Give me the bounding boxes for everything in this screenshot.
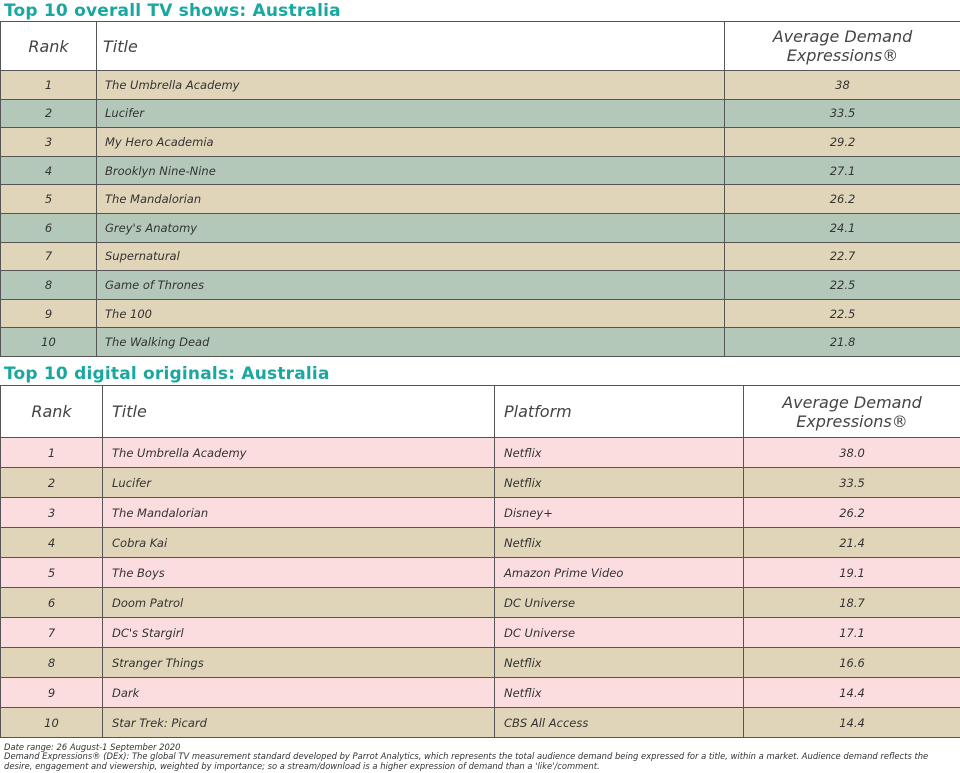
rank-cell: 9 bbox=[1, 299, 97, 328]
demand-cell: 33.5 bbox=[744, 468, 960, 498]
title-cell: Cobra Kai bbox=[103, 528, 495, 558]
table-row bbox=[1, 185, 960, 214]
table-row bbox=[1, 648, 960, 678]
rank-cell: 6 bbox=[1, 588, 103, 618]
title-cell: Stranger Things bbox=[103, 648, 495, 678]
demand-cell: 26.2 bbox=[725, 185, 960, 214]
demand-cell: 24.1 bbox=[725, 213, 960, 242]
dex-definition-note: Demand Expressions® (DEx): The global TV measurement standard developed by Parrot Analytics, which represents the total audience demand being expressed for a title, within a market. Audience demand reflects the desire, engagement and viewership, weighted by importance; so a stream/download is a higher expression of demand than a 'like'/comment. bbox=[4, 751, 929, 771]
table-row bbox=[1, 468, 960, 498]
header-rank: Rank bbox=[1, 22, 97, 71]
title-cell: DC's Stargirl bbox=[103, 618, 495, 648]
table-row bbox=[1, 708, 960, 738]
platform-cell: Netflix bbox=[495, 678, 744, 708]
demand-cell: 14.4 bbox=[744, 678, 960, 708]
demand-cell: 26.2 bbox=[744, 498, 960, 528]
title-cell: The Walking Dead bbox=[97, 328, 725, 357]
table-row bbox=[1, 498, 960, 528]
demand-cell: 33.5 bbox=[725, 99, 960, 128]
platform-cell: DC Universe bbox=[495, 618, 744, 648]
demand-cell: 19.1 bbox=[744, 558, 960, 588]
table-row bbox=[1, 128, 960, 157]
title-cell: Lucifer bbox=[103, 468, 495, 498]
footnote bbox=[4, 743, 954, 771]
rank-cell: 7 bbox=[1, 618, 103, 648]
header-title: Title bbox=[97, 22, 725, 71]
demand-cell: 16.6 bbox=[744, 648, 960, 678]
table-row bbox=[1, 299, 960, 328]
demand-cell: 21.8 bbox=[725, 328, 960, 357]
rank-cell: 3 bbox=[1, 498, 103, 528]
demand-cell: 22.5 bbox=[725, 271, 960, 300]
title-cell: Brooklyn Nine-Nine bbox=[97, 156, 725, 185]
rank-cell: 1 bbox=[1, 71, 97, 100]
title-cell: The Mandalorian bbox=[103, 498, 495, 528]
rank-cell: 2 bbox=[1, 468, 103, 498]
demand-cell: 18.7 bbox=[744, 588, 960, 618]
title-cell: The Umbrella Academy bbox=[97, 71, 725, 100]
title-cell: Dark bbox=[103, 678, 495, 708]
title-cell: My Hero Academia bbox=[97, 128, 725, 157]
rank-cell: 5 bbox=[1, 558, 103, 588]
table-row bbox=[1, 528, 960, 558]
title-cell: Star Trek: Picard bbox=[103, 708, 495, 738]
header-rank: Rank bbox=[1, 386, 103, 438]
demand-cell: 21.4 bbox=[744, 528, 960, 558]
table-header-row bbox=[1, 22, 960, 71]
rank-cell: 10 bbox=[1, 328, 97, 357]
table-row bbox=[1, 438, 960, 468]
platform-cell: CBS All Access bbox=[495, 708, 744, 738]
table-row bbox=[1, 213, 960, 242]
platform-cell: DC Universe bbox=[495, 588, 744, 618]
table-row bbox=[1, 328, 960, 357]
rank-cell: 8 bbox=[1, 648, 103, 678]
rank-cell: 8 bbox=[1, 271, 97, 300]
demand-cell: 14.4 bbox=[744, 708, 960, 738]
table-row bbox=[1, 678, 960, 708]
platform-cell: Netflix bbox=[495, 528, 744, 558]
table-row bbox=[1, 271, 960, 300]
header-platform: Platform bbox=[495, 386, 744, 438]
title-cell: The Boys bbox=[103, 558, 495, 588]
demand-cell: 17.1 bbox=[744, 618, 960, 648]
demand-cell: 22.7 bbox=[725, 242, 960, 271]
header-demand: Average Demand Expressions® bbox=[744, 386, 960, 438]
title-cell: Game of Thrones bbox=[97, 271, 725, 300]
title-cell: Supernatural bbox=[97, 242, 725, 271]
table-row bbox=[1, 618, 960, 648]
table-row bbox=[1, 588, 960, 618]
top-tv-shows-table bbox=[0, 21, 960, 357]
rank-cell: 5 bbox=[1, 185, 97, 214]
rank-cell: 1 bbox=[1, 438, 103, 468]
table-row bbox=[1, 71, 960, 100]
title-cell: The Umbrella Academy bbox=[103, 438, 495, 468]
demand-cell: 22.5 bbox=[725, 299, 960, 328]
date-range-note: Date range: 26 August-1 September 2020 bbox=[4, 742, 181, 752]
demand-cell: 38.0 bbox=[744, 438, 960, 468]
table-row bbox=[1, 558, 960, 588]
digital-originals-table bbox=[0, 385, 960, 738]
rank-cell: 10 bbox=[1, 708, 103, 738]
table-row bbox=[1, 99, 960, 128]
demand-cell: 38 bbox=[725, 71, 960, 100]
title-cell: The 100 bbox=[97, 299, 725, 328]
title-cell: Grey's Anatomy bbox=[97, 213, 725, 242]
rank-cell: 4 bbox=[1, 156, 97, 185]
table-row bbox=[1, 242, 960, 271]
platform-cell: Netflix bbox=[495, 648, 744, 678]
table-row bbox=[1, 156, 960, 185]
platform-cell: Disney+ bbox=[495, 498, 744, 528]
header-title: Title bbox=[103, 386, 495, 438]
rank-cell: 7 bbox=[1, 242, 97, 271]
header-demand: Average Demand Expressions® bbox=[725, 22, 960, 71]
rank-cell: 3 bbox=[1, 128, 97, 157]
platform-cell: Amazon Prime Video bbox=[495, 558, 744, 588]
rank-cell: 6 bbox=[1, 213, 97, 242]
demand-cell: 29.2 bbox=[725, 128, 960, 157]
table2-heading: Top 10 digital originals: Australia bbox=[4, 364, 330, 384]
platform-cell: Netflix bbox=[495, 468, 744, 498]
title-cell: Lucifer bbox=[97, 99, 725, 128]
table-header-row bbox=[1, 386, 960, 438]
title-cell: The Mandalorian bbox=[97, 185, 725, 214]
title-cell: Doom Patrol bbox=[103, 588, 495, 618]
rank-cell: 9 bbox=[1, 678, 103, 708]
platform-cell: Netflix bbox=[495, 438, 744, 468]
rank-cell: 4 bbox=[1, 528, 103, 558]
rank-cell: 2 bbox=[1, 99, 97, 128]
table1-heading: Top 10 overall TV shows: Australia bbox=[4, 1, 341, 21]
demand-cell: 27.1 bbox=[725, 156, 960, 185]
